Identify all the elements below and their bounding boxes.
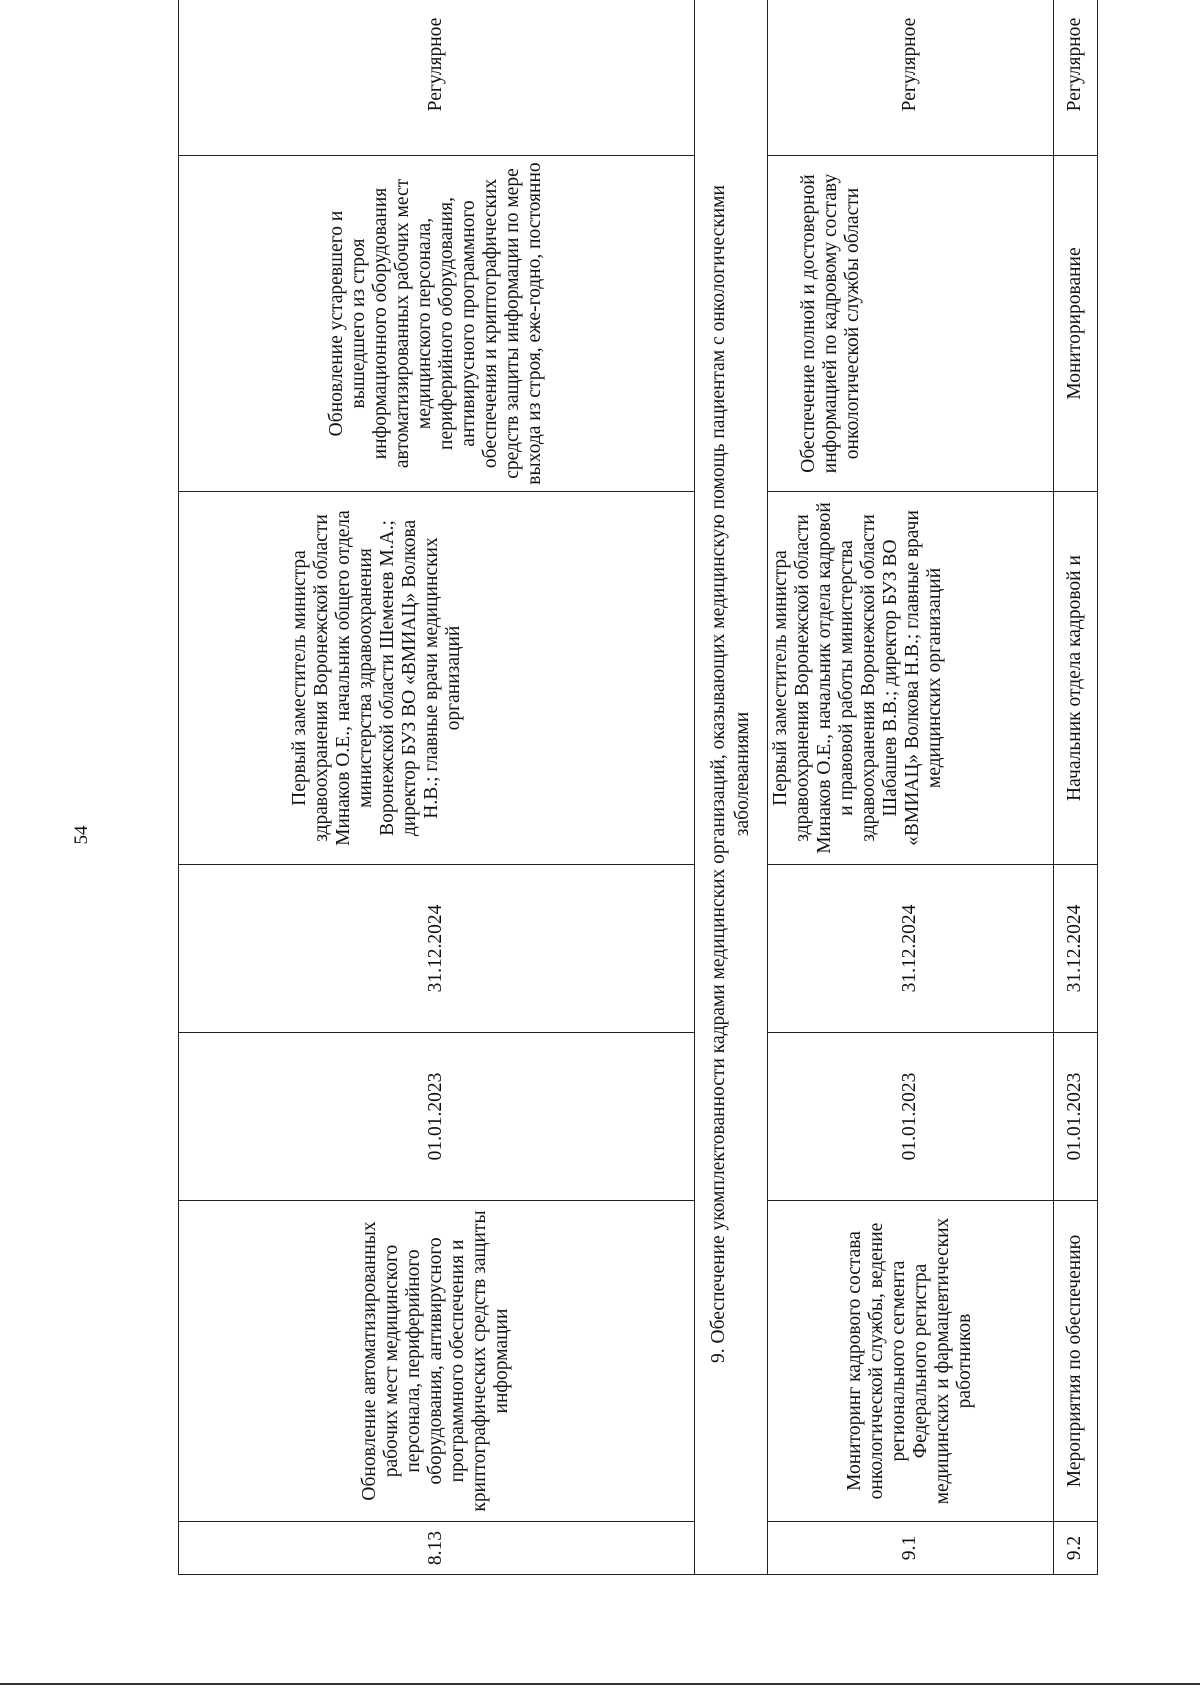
end-date: 31.12.2024 <box>1053 865 1097 1033</box>
expected-result: Обновление устаревшего и вышедшего из строя информационного оборудования автоматизированных рабочих мест медицинского персонала, периферийного оборудования, антивирусного программного обеспечения и криптографических средств защиты информации по мере выхода из строя, еже-годно, постоянно <box>179 156 695 492</box>
activity-type: Регулярное <box>1053 0 1097 156</box>
activities-table <box>178 0 1098 1575</box>
activity-type: Регулярное <box>179 0 695 156</box>
responsible-persons: Первый заместитель министра здравоохранения Воронежской области Минаков О.Е., начальник отдела кадровой и правовой работы министерства здравоохранения Воронежской области Шабашев В.В.; директор БУЗ ВО «ВМИАЦ» Волкова Н.В.; главные врачи медицинских организаций <box>767 492 1053 865</box>
section-heading-line1: 9. Обеспечение укомплектованности кадрами медицинских организаций, оказывающих медицинскую помощь пациентам с онкологическими <box>707 185 729 1363</box>
row-number: 9.1 <box>767 1522 1053 1575</box>
start-date: 01.01.2023 <box>1053 1033 1097 1201</box>
section-heading-line2: заболеваниями <box>731 711 753 837</box>
table-row <box>179 0 695 1575</box>
bottom-rule <box>0 1683 1200 1685</box>
row-number: 8.13 <box>179 1522 695 1575</box>
start-date: 01.01.2023 <box>179 1033 695 1201</box>
activity-name: Мероприятия по обеспечению <box>1053 1201 1097 1522</box>
section-row <box>694 0 767 1575</box>
end-date: 31.12.2024 <box>179 865 695 1033</box>
table-row <box>767 0 1053 1575</box>
section-heading <box>694 0 767 1575</box>
page-number: 54 <box>71 825 92 845</box>
expected-result: Мониторирование <box>1053 156 1097 492</box>
rotated-table-wrapper <box>178 17 1098 1575</box>
responsible-persons: Начальник отдела кадровой и <box>1053 492 1097 865</box>
activity-type: Регулярное <box>767 0 1053 156</box>
responsible-persons: Первый заместитель министра здравоохранения Воронежской области Минаков О.Е., начальник общего отдела министерства здравоохранения Воронежской области Шеменев М.А.; директор БУЗ ВО «ВМИАЦ» Волкова Н.В.; главные врачи медицинских организаций <box>179 492 695 865</box>
row-number: 9.2 <box>1053 1522 1097 1575</box>
start-date: 01.01.2023 <box>767 1033 1053 1201</box>
end-date: 31.12.2024 <box>767 865 1053 1033</box>
activity-name: Обновление автоматизированных рабочих мест медицинского персонала, периферийного оборудования, антивирусного программного обеспечения и криптографических средств защиты информации <box>179 1201 695 1522</box>
activity-name: Мониторинг кадрового состава онкологической службы, ведение регионального сегмента Федерального регистра медицинских и фармацевтических работников <box>767 1201 1053 1522</box>
table-row <box>1053 0 1097 1575</box>
expected-result: Обеспечение полной и достоверной информацией по кадровому составу онкологической службы области <box>767 156 1053 492</box>
